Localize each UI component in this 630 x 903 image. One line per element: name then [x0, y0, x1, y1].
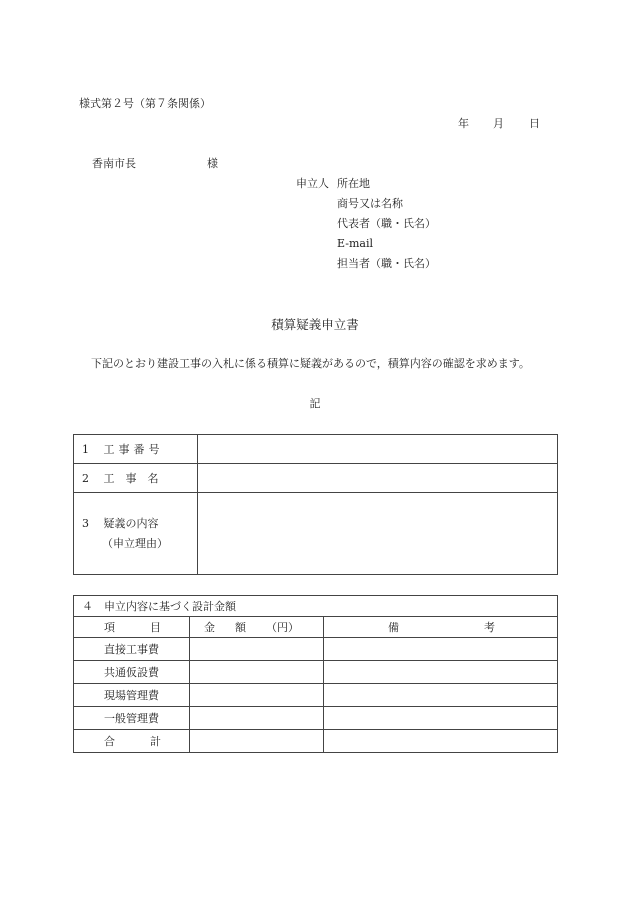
row-label: 現場管理費: [74, 684, 190, 707]
remarks-cell[interactable]: [324, 707, 558, 730]
row-label: 共通仮設費: [74, 661, 190, 684]
form-number: 様式第２号（第７条関係）: [79, 97, 211, 110]
row-number: 3: [82, 516, 89, 530]
date-year: 年: [458, 117, 469, 130]
row-label-text: 工事番号: [103, 443, 164, 456]
column-header-item: [74, 617, 190, 638]
addressee-name: 香南市長: [92, 157, 136, 170]
row-label: [74, 435, 198, 464]
addressee-honorific: 様: [207, 157, 218, 170]
date-month: 月: [493, 117, 504, 130]
header-char: 目: [150, 621, 161, 634]
applicant-contact-label: 担当者（職・氏名）: [337, 257, 436, 270]
section1-table: [73, 434, 558, 575]
header-char: 備: [388, 621, 399, 634]
date-day: 日: [529, 117, 540, 130]
amount-cell[interactable]: [190, 684, 324, 707]
remarks-cell[interactable]: [324, 730, 558, 753]
applicant-address-label: 所在地: [337, 177, 370, 190]
remarks-cell[interactable]: [324, 638, 558, 661]
row-label: 一般管理費: [74, 707, 190, 730]
row-number: 2: [82, 472, 89, 485]
remarks-cell[interactable]: [324, 684, 558, 707]
header-char: （円）: [266, 621, 299, 634]
applicant-email-label: E-mail: [337, 237, 373, 250]
section2-table: [73, 595, 558, 753]
document-title: 積算疑義申立書: [271, 317, 359, 332]
table-row: [74, 596, 558, 617]
applicant-company-label: 商号又は名称: [337, 197, 403, 210]
table-row: [74, 661, 558, 684]
table-row: [74, 464, 558, 493]
applicant-label: 申立人: [296, 177, 329, 190]
table-row: [74, 435, 558, 464]
applicant-representative-label: 代表者（職・氏名）: [337, 217, 436, 230]
ki-mark: 記: [309, 397, 321, 410]
total-char: 計: [150, 735, 161, 748]
table-row: [74, 493, 558, 575]
total-char: 合: [104, 735, 115, 748]
row-label-text: 疑義の内容: [103, 516, 159, 530]
row-label-text: 工 事 名: [103, 472, 159, 485]
total-row: [74, 730, 558, 753]
amount-cell[interactable]: [190, 730, 324, 753]
row-label: 直接工事費: [74, 638, 190, 661]
objection-content-field[interactable]: [198, 493, 558, 575]
column-header-amount: [190, 617, 324, 638]
amount-cell[interactable]: [190, 638, 324, 661]
column-header-remarks: [324, 617, 558, 638]
table-row: [74, 684, 558, 707]
row-sublabel: （申立理由）: [102, 536, 168, 550]
header-char: 金: [204, 621, 215, 634]
table-row: [74, 707, 558, 730]
row-label: [74, 464, 198, 493]
remarks-cell[interactable]: [324, 661, 558, 684]
body-text: 下記のとおり建設工事の入札に係る積算に疑義があるので，積算内容の確認を求めます。: [91, 357, 530, 370]
header-char: 項: [104, 621, 115, 634]
column-header-row: [74, 617, 558, 638]
construction-number-field[interactable]: [198, 435, 558, 464]
row-label: [74, 493, 198, 575]
amount-cell[interactable]: [190, 661, 324, 684]
header-char: 考: [484, 621, 495, 634]
row-number: 1: [82, 443, 89, 456]
table-row: [74, 638, 558, 661]
amount-cell[interactable]: [190, 707, 324, 730]
section2-header: ４ 申立内容に基づく設計金額: [74, 596, 558, 617]
header-char: 額: [235, 621, 246, 634]
construction-name-field[interactable]: [198, 464, 558, 493]
total-label: [74, 730, 190, 753]
